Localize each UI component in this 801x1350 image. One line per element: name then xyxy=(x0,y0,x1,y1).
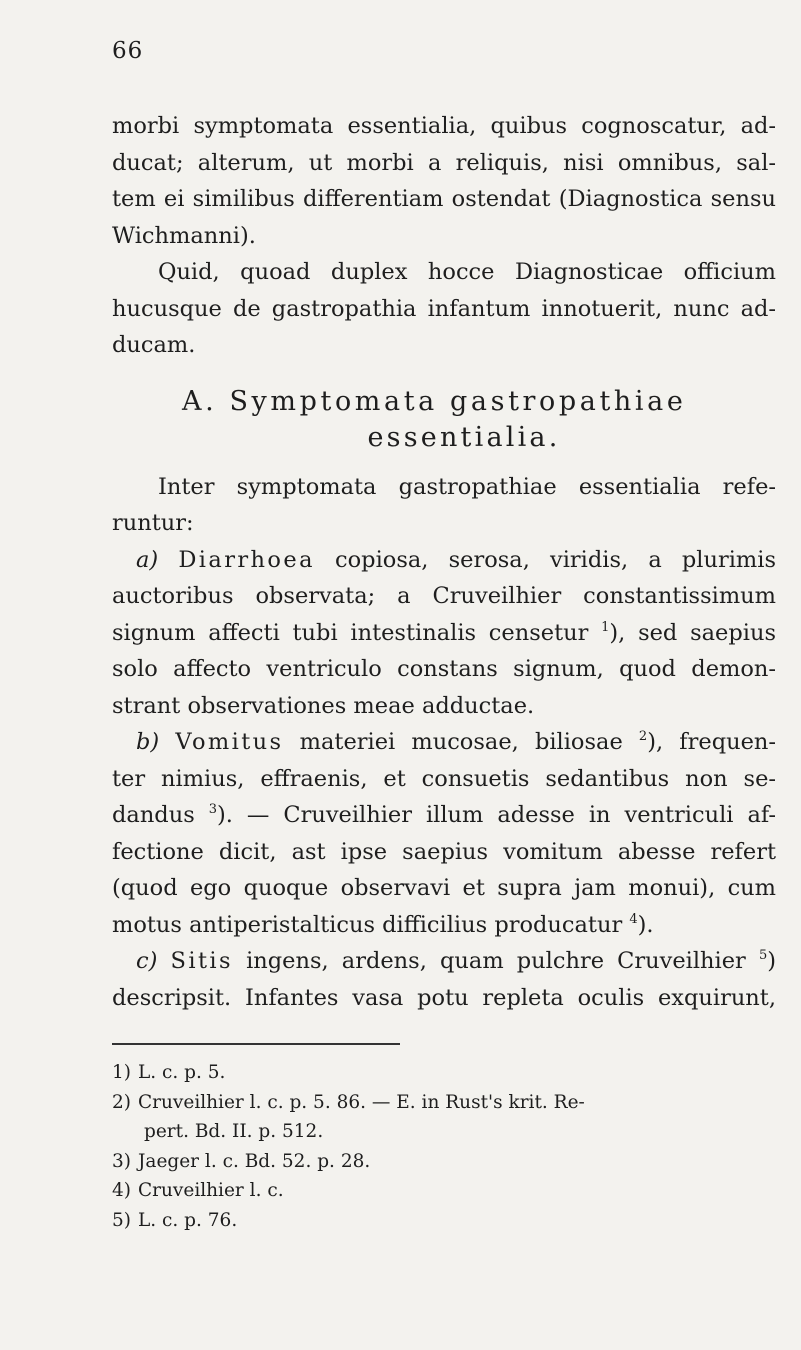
footnote: 3) Jaeger l. c. Bd. 52. p. 28. xyxy=(112,1147,776,1177)
text-line: signum affecti tubi intestinalis censetur $^1$), sed saepius xyxy=(112,619,776,646)
footnote-divider xyxy=(112,1043,400,1045)
text-line: a) Diarrhoea copiosa, serosa, viridis, a plurimis xyxy=(136,546,776,573)
list-item-c xyxy=(112,943,776,1016)
section-heading-continued: essentialia. xyxy=(367,422,561,453)
text-line: morbi symptomata essentialia, quibus cognoscatur, ad- xyxy=(112,113,776,139)
list-item-b xyxy=(112,724,776,943)
text-line: motus antiperistalticus difficilius producatur $^4$). xyxy=(112,911,654,938)
item-term: Sitis xyxy=(170,948,233,974)
footnote-mark: 4) xyxy=(112,1180,131,1201)
footnotes xyxy=(112,1058,776,1235)
text-line: fectione dicit, ast ipse saepius vomitum abesse refert xyxy=(112,838,776,865)
item-term: Diarrhoea xyxy=(178,546,315,573)
text-line: ter nimius, effraenis, et consuetis sedantibus non se- xyxy=(112,765,776,792)
text-line: b) Vomitus materiei mucosae, biliosae $^2$), frequen- xyxy=(136,729,776,755)
text-line: (quod ego quoque observavi et supra jam monui), cum xyxy=(112,875,776,901)
footnote-ref: 3 xyxy=(208,802,217,817)
footnote-continued: pert. Bd. II. p. 512. xyxy=(144,1121,324,1142)
footnote-ref: 5 xyxy=(758,948,768,963)
footnote-ref: 2 xyxy=(638,729,648,744)
footnote: 4) Cruveilhier l. c. xyxy=(112,1176,776,1206)
footnote: 2) Cruveilhier l. c. p. 5. 86. — E. in Rust's krit. Re- xyxy=(112,1088,776,1118)
item-marker: a) xyxy=(136,546,159,573)
footnote-ref: 1 xyxy=(601,619,610,635)
footnote-mark: 3) xyxy=(112,1150,131,1172)
text-line: strant observationes meae adductae. xyxy=(112,692,535,719)
text-line: Quid, quoad duplex hocce Diagnosticae officium xyxy=(158,259,776,285)
text-line: hucusque de gastropathia infantum innotuerit, nunc ad- xyxy=(112,295,776,322)
text-line: ducat; alterum, ut morbi a reliquis, nisi omnibus, sal- xyxy=(112,149,776,176)
text-line: solo affecto ventriculo constans signum, quod demon- xyxy=(112,656,776,682)
text-line: Wichmanni). xyxy=(112,222,256,249)
text-line: descripsit. Infantes vasa potu repleta oculis exquirunt, xyxy=(112,984,776,1011)
footnote: 5) L. c. p. 76. xyxy=(112,1206,776,1236)
paragraph-2 xyxy=(112,254,776,364)
footnote-mark: 2) xyxy=(112,1091,131,1113)
text-line: auctoribus observata; a Cruveilhier constantissimum xyxy=(112,583,776,609)
text-line: c) Sitis ingens, ardens, quam pulchre Cruveilhier $^5$) xyxy=(136,948,777,974)
main-text xyxy=(112,108,776,1016)
intro-paragraph xyxy=(112,469,776,542)
item-term: Vomitus xyxy=(175,729,284,755)
footnote-mark: 5) xyxy=(112,1209,131,1231)
text-line: Inter symptomata gastropathiae essentialia refe- xyxy=(158,473,776,500)
page-number: 66 xyxy=(112,38,144,64)
section-heading: A. Symptomata gastropathiae xyxy=(182,385,687,417)
text-line: ducam. xyxy=(112,332,196,358)
footnote-mark: 1) xyxy=(112,1062,131,1083)
list-item-a xyxy=(112,542,776,725)
text-line: dandus $^3$). — Cruveilhier illum adesse in ventriculi af- xyxy=(112,802,776,828)
footnote-ref: 4 xyxy=(629,911,638,927)
item-marker: b) xyxy=(136,729,160,755)
item-marker: c) xyxy=(136,948,158,974)
text-line: runtur: xyxy=(112,510,194,536)
text-line: tem ei similibus differentiam ostendat (Diagnostica sensu xyxy=(112,186,776,212)
footnote: 1) L. c. p. 5. xyxy=(112,1058,776,1088)
paragraph-1 xyxy=(112,108,776,254)
